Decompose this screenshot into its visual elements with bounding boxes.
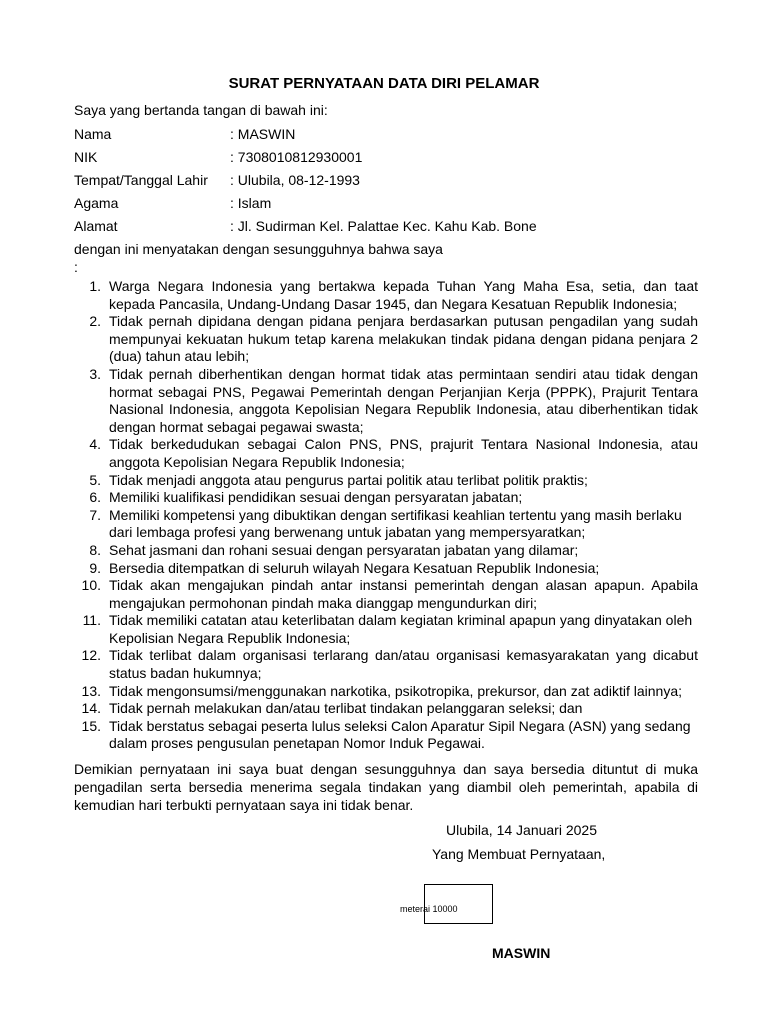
statement-item [74,313,698,366]
statement-text: Bersedia ditempatkan di seluruh wilayah Negara Kesatuan Republik Indonesia; [109,559,600,576]
statement-number: 12. [81,647,101,664]
statement-item [74,577,698,612]
stamp-label: meterai 10000 [400,904,458,914]
identity-label: Tempat/Tanggal Lahir [74,172,208,188]
statement-number: 5. [89,471,101,488]
identity-row-nik [74,148,537,171]
statement-number: 9. [89,559,101,576]
statement-text: Tidak pernah diberhentikan dengan hormat tidak atas permintaan sendiri atau tidak dengan hormat sebagai PNS, Pegawai Pemerintah dengan Perjanjian Kerja (PPPK), Prajurit Tentara Nasional Indonesia, anggota Kepolisian Negara Republik Indonesia, atau diberhentikan tidak dengan hormat sebagai pegawai swasta; [109,365,698,435]
declaration-line [74,240,694,276]
identity-label: Nama [74,126,112,142]
statement-number: 13. [81,682,101,699]
statement-item [74,472,698,490]
statement-text: Tidak terlibat dalam organisasi terlarang dan/atau organisasi kemasyarakatan yang dicabut status badan hukumnya; [109,647,698,682]
statement-item [74,542,698,560]
statement-number: 1. [89,278,101,294]
identity-row-religion [74,194,537,217]
statement-text: Warga Negara Indonesia yang bertakwa kepada Tuhan Yang Maha Esa, setia, dan taat kepada Pancasila, Undang-Undang Dasar 1945, dan Negara Kesatuan Republik Indonesia; [109,278,698,312]
intro-text: Saya yang bertanda tangan di bawah ini: [74,102,328,118]
identity-row-name [74,125,537,148]
statement-number: 10. [81,577,101,594]
statement-item [74,278,698,313]
statement-text: Memiliki kompetensi yang dibuktikan dengan sertifikasi keahlian tertentu yang masih berlaku dari lembaga profesi yang berwenang untuk jabatan yang mempersyaratkan; [109,506,682,541]
statement-item [74,647,698,682]
statement-item [74,507,698,542]
closing-paragraph: Demikian pernyataan ini saya buat dengan sesungguhnya dan saya bersedia dituntut di muka pengadilan serta bersedia menerima segala tindakan yang diambil oleh pemerintah, apabila di kemudian hari terbukti pernyataan saya ini tidak benar. [74,761,698,813]
identity-row-birth [74,171,537,194]
statement-number: 4. [89,436,101,453]
identity-label: Agama [74,195,119,211]
statement-number: 8. [89,541,101,558]
statement-text: Memiliki kualifikasi pendidikan sesuai dengan persyaratan jabatan; [109,489,523,506]
identity-value: : MASWIN [230,126,296,142]
statement-number: 3. [89,365,101,382]
statement-list [74,278,698,753]
identity-label: NIK [74,149,98,165]
signer-name: MASWIN [492,945,551,961]
identity-value: : Jl. Sudirman Kel. Palattae Kec. Kahu Kab. Bone [230,218,537,234]
statement-number: 2. [89,313,101,330]
statement-item [74,489,698,507]
identity-row-address [74,217,537,240]
statement-text: Sehat jasmani dan rohani sesuai dengan persyaratan jabatan yang dilamar; [109,541,579,558]
identity-table [74,125,537,240]
maker-label: Yang Membuat Pernyataan, [432,846,606,862]
statement-text: Tidak berstatus sebagai peserta lulus seleksi Calon Aparatur Sipil Negara (ASN) yang sedang dalam proses pengusulan penetapan Nomor Induk Pegawai. [109,717,691,752]
statement-text: Tidak pernah dipidana dengan pidana penjara berdasarkan putusan pengadilan yang sudah mempunyai kekuatan hukum tetap karena melakukan tindak pidana dengan pidana penjara 2 (dua) tahun atau lebih; [109,313,698,365]
document-title: SURAT PERNYATAAN DATA DIRI PELAMAR [228,75,540,92]
statement-text: Tidak akan mengajukan pindah antar instansi pemerintah dengan alasan apapun. Apabila mengajukan permohonan pindah maka dianggap mengundurkan diri; [109,577,698,611]
statement-text: Tidak berkedudukan sebagai Calon PNS, PNS, prajurit Tentara Nasional Indonesia, atau anggota Kepolisian Negara Republik Indonesia; [109,436,698,470]
statement-item [74,366,698,436]
identity-value: : Islam [230,195,272,211]
identity-label: Alamat [74,218,118,234]
identity-value: : Ulubila, 08-12-1993 [230,172,360,188]
statement-item [74,612,698,647]
statement-number: 7. [89,506,101,523]
statement-text: Tidak pernah melakukan dan/atau terlibat tindakan pelanggaran seleksi; dan [109,700,583,717]
statement-text: Tidak menjadi anggota atau pengurus partai politik atau terlibat politik praktis; [109,471,588,488]
statement-number: 14. [81,700,101,717]
declaration-colon: : [74,259,78,275]
statement-text: Tidak mengonsumsi/menggunakan narkotika, psikotropika, prekursor, dan zat adiktif lainnya; [109,682,683,699]
statement-number: 6. [89,489,101,506]
place-date: Ulubila, 14 Januari 2025 [446,822,597,838]
identity-value: : 7308010812930001 [230,149,363,165]
statement-text: Tidak memiliki catatan atau keterlibatan dalam kegiatan kriminal apapun yang dinyatakan oleh Kepolisian Negara Republik Indonesia; [109,612,693,646]
statement-number: 11. [82,612,101,629]
statement-item [74,683,698,701]
statement-item [74,436,698,471]
statement-item [74,560,698,578]
statement-item [74,700,698,718]
statement-item [74,718,698,753]
statement-number: 15. [81,717,101,734]
declaration-text: dengan ini menyatakan dengan sesungguhnya bahwa saya [74,241,443,257]
